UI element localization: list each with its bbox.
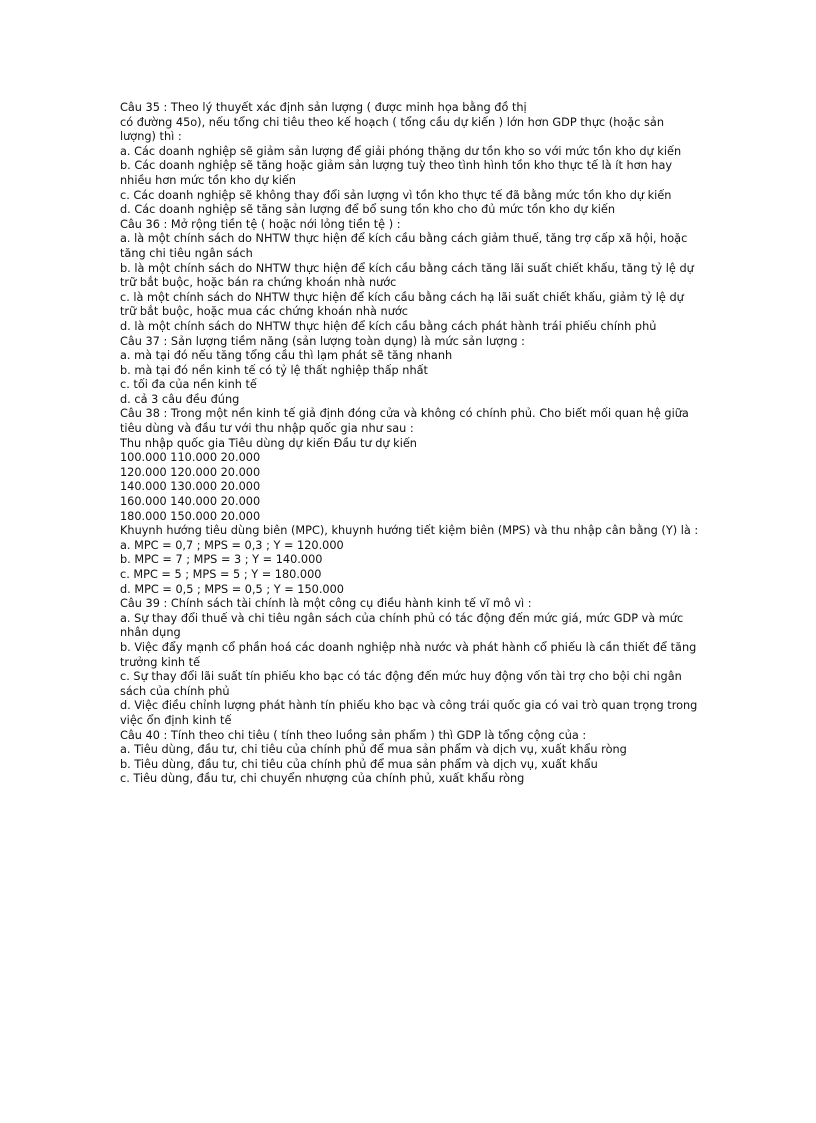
q38-table-row: 100.000 110.000 20.000 bbox=[120, 451, 261, 465]
q38-table-row: 120.000 120.000 20.000 bbox=[120, 465, 261, 479]
q36-stem: Câu 36 : Mở rộng tiền tệ ( hoặc nới lỏng tiền tệ ) : bbox=[120, 217, 401, 231]
q40-stem: Câu 40 : Tính theo chi tiêu ( tính theo luồng sản phẩm ) thì GDP là tổng cộng của : bbox=[120, 728, 587, 742]
q36-option-c: c. là một chính sách do NHTW thực hiện để kích cầu bằng cách hạ lãi suất chiết khấu, giảm tỷ lệ dự trữ bắt buộc, hoặc mua các chứng khoán nhà nước bbox=[120, 290, 688, 319]
q38-option-c: c. MPC = 5 ; MPS = 5 ; Y = 180.000 bbox=[120, 568, 322, 581]
q39-option-d: d. Việc điều chỉnh lượng phát hành tín phiếu kho bạc và công trái quốc gia có vai trò quan trọng trong việc ổn định kinh tế bbox=[120, 699, 701, 727]
q37-option-a: a. mà tại đó nếu tăng tổng cầu thì lạm phát sẽ tăng nhanh bbox=[120, 349, 453, 363]
q39-option-c: c. Sự thay đổi lãi suất tín phiếu kho bạc có tác động đến mức huy động vốn tài trợ cho bội chi ngân sách của chính phủ bbox=[120, 670, 686, 698]
q35-stem-line1: Câu 35 : Theo lý thuyết xác định sản lượng ( được minh họa bằng đồ thị bbox=[120, 101, 527, 114]
document-body bbox=[120, 101, 700, 787]
q35-option-b: b. Các doanh nghiệp sẽ tăng hoặc giảm sản lượng tuỳ theo tình hình tồn kho thực tế là ít hơn hay nhiều hơn mức tồn kho dự kiến bbox=[120, 159, 676, 187]
q37-option-c: c. tối đa của nền kinh tế bbox=[120, 378, 257, 392]
q39-stem: Câu 39 : Chính sách tài chính là một công cụ điều hành kinh tế vĩ mô vì : bbox=[120, 597, 532, 611]
q40-option-a: a. Tiêu dùng, đầu tư, chi tiêu của chính phủ để mua sản phẩm và dịch vụ, xuất khẩu ròng bbox=[120, 743, 627, 757]
q37-option-d: d. cả 3 câu đều đúng bbox=[120, 392, 240, 406]
q38-table-row: 180.000 150.000 20.000 bbox=[120, 509, 261, 523]
q38-option-a: a. MPC = 0,7 ; MPS = 0,3 ; Y = 120.000 bbox=[120, 538, 344, 552]
q36-option-a: a. là một chính sách do NHTW thực hiện để kích cầu bằng cách giảm thuế, tăng trợ cấp xã hội, hoặc tăng chi tiêu ngân sách bbox=[120, 232, 691, 260]
q35-stem-line2: có đường 45o), nếu tổng chi tiêu theo kế hoạch ( tổng cầu dự kiến ) lớn hơn GDP thực (hoặc sản lượng) thì : bbox=[120, 115, 668, 144]
q40-option-b: b. Tiêu dùng, đầu tư, chi tiêu của chính phủ để mua sản phẩm và dịch vụ, xuất khẩu bbox=[120, 757, 598, 771]
q39-option-a: a. Sự thay đổi thuế và chi tiêu ngân sách của chính phủ có tác động đến mức giá, mức GDP và mức nhân dụng bbox=[120, 611, 687, 640]
q35-option-d: d. Các doanh nghiệp sẽ tăng sản lượng để bổ sung tồn kho cho đủ mức tồn kho dự kiến bbox=[120, 203, 616, 217]
q35-option-c: c. Các doanh nghiệp sẽ không thay đổi sản lượng vì tồn kho thực tế đã bằng mức tồn kho dự kiến bbox=[120, 188, 672, 202]
q38-option-d: d. MPC = 0,5 ; MPS = 0,5 ; Y = 150.000 bbox=[120, 582, 344, 596]
q37-stem: Câu 37 : Sản lượng tiềm năng (sản lượng toàn dụng) là mức sản lượng : bbox=[120, 334, 525, 348]
q38-option-b: b. MPC = 7 ; MPS = 3 ; Y = 140.000 bbox=[120, 553, 323, 567]
q38-table-row: 140.000 130.000 20.000 bbox=[120, 480, 261, 494]
q37-option-b: b. mà tại đó nền kinh tế có tỷ lệ thất nghiệp thấp nhất bbox=[120, 363, 428, 377]
q39-option-b: b. Việc đẩy mạnh cổ phần hoá các doanh nghiệp nhà nước và phát hành cổ phiếu là cần thiết để tăng trưởng kinh tế bbox=[120, 640, 700, 669]
q38-table-row: 160.000 140.000 20.000 bbox=[120, 495, 261, 509]
q36-option-d: d. là một chính sách do NHTW thực hiện để kích cầu bằng cách phát hành trái phiếu chính phủ bbox=[120, 319, 657, 333]
q40-option-c: c. Tiêu dùng, đầu tư, chi chuyển nhượng của chính phủ, xuất khẩu ròng bbox=[120, 772, 525, 786]
q38-table-header: Thu nhập quốc gia Tiêu dùng dự kiến Đầu tư dự kiến bbox=[120, 436, 417, 450]
q38-question: Khuynh hướng tiêu dùng biên (MPC), khuynh hướng tiết kiệm biên (MPS) và thu nhập cân bằng (Y) là : bbox=[120, 524, 699, 538]
q35-option-a: a. Các doanh nghiệp sẽ giảm sản lượng để giải phóng thặng dư tồn kho so với mức tồn kho dự kiến bbox=[120, 144, 682, 158]
q36-option-b: b. là một chính sách do NHTW thực hiện để kích cầu bằng cách tăng lãi suất chiết khấu, tăng tỷ lệ dự trữ bắt buộc, hoặc bán ra chứng khoán nhà nước bbox=[120, 261, 698, 290]
q38-stem: Câu 38 : Trong một nền kinh tế giả định đóng cửa và không có chính phủ. Cho biết mối quan hệ giữa tiêu dùng và đầu tư với thu nhập quốc gia như sau : bbox=[120, 407, 693, 436]
